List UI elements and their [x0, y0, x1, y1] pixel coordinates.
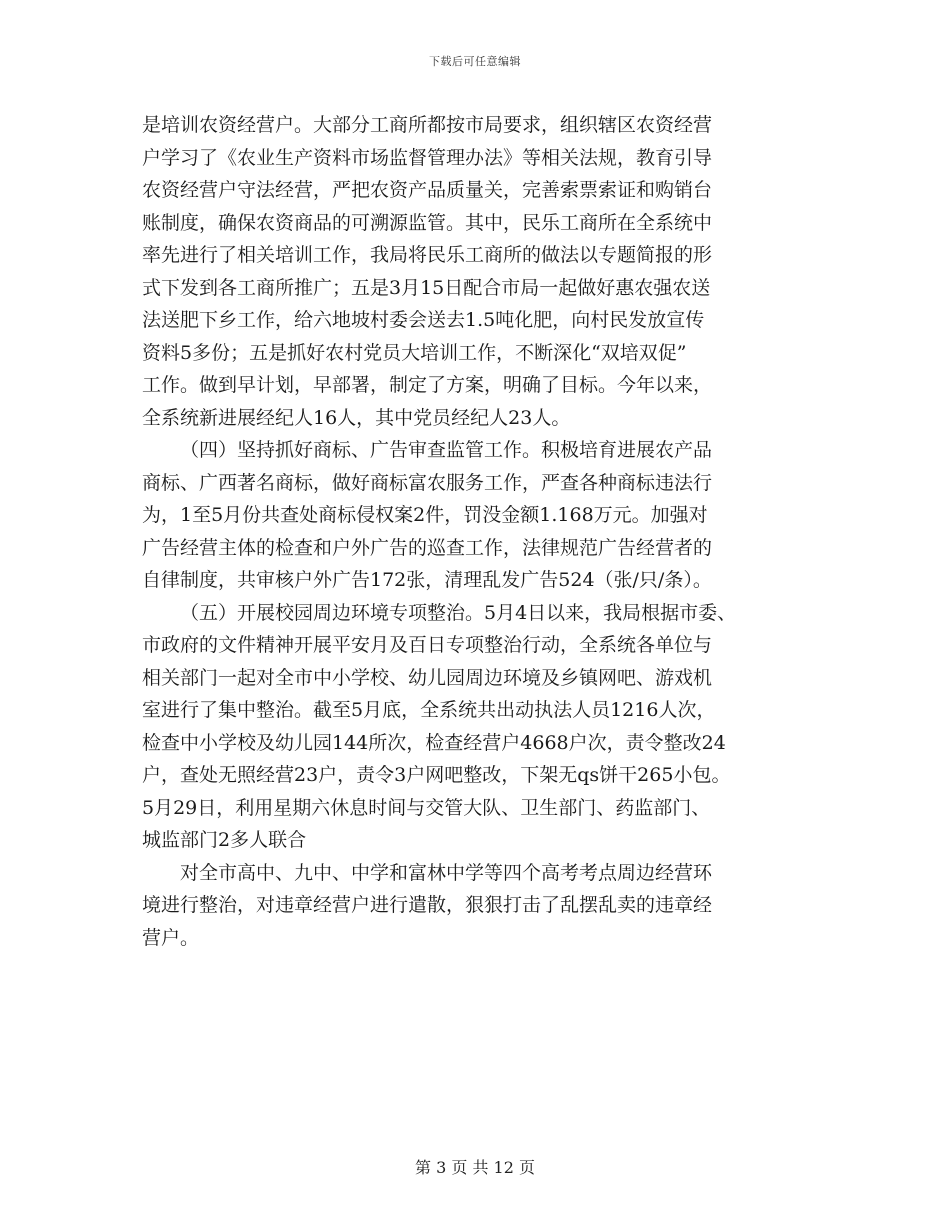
text-line: 户，查处无照经营23户，责令3户网吧整改，下架无qs饼干265小包。: [142, 764, 731, 786]
text-line: 式下发到各工商所推广；五是3月15日配合市局一起做好惠农强农送: [142, 276, 711, 299]
text-line: 相关部门一起对全市中小学校、幼儿园周边环境及乡镇网吧、游戏机: [142, 666, 713, 689]
text-line: 广告经营主体的检查和户外广告的巡查工作，法律规范广告经营者的: [142, 536, 713, 559]
text-line: 室进行了集中整治。截至5月底，全系统共出动执法人员1216人次，: [142, 699, 716, 721]
document-body: [142, 109, 832, 954]
paragraph-heading-four: （四）坚持抓好商标、广告审查监管工作。积极培育进展农产品: [180, 439, 713, 461]
page-number: 第 3 页 共 12 页: [415, 1158, 535, 1177]
text-line: 工作。做到早计划，早部署，制定了方案，明确了目标。今年以来，: [142, 374, 713, 396]
text-line: 5月29日，利用星期六休息时间与交管大队、卫生部门、药监部门、: [142, 796, 711, 819]
text-line: 市政府的文件精神开展平安月及百日专项整治行动，全系统各单位与: [142, 634, 713, 656]
text-line: 商标、广西著名商标，做好商标富农服务工作，严查各种商标违法行: [142, 471, 713, 494]
text-line: 率先进行了相关培训工作，我局将民乐工商所的做法以专题简报的形: [142, 244, 713, 266]
text-line: 营户。: [142, 926, 200, 949]
text-line: 是培训农资经营户。大部分工商所都按市局要求，组织辖区农资经营: [142, 114, 713, 136]
text-line: 检查中小学校及幼儿园144所次，检查经营户4668户次，责令整改24: [142, 731, 726, 754]
page-header-note: 下载后可任意编辑: [429, 55, 521, 68]
text-line: 法送肥下乡工作，给六地坡村委会送去1.5吨化肥，向村民发放宣传: [142, 309, 705, 331]
text-line: 农资经营户守法经营，严把农资产品质量关，完善索票索证和购销台: [142, 179, 713, 201]
text-line: 资料5多份；五是抓好农村党员大培训工作，不断深化“双培双促”: [142, 341, 687, 364]
text-line: 城监部门2多人联合: [142, 829, 307, 851]
text-line: 全系统新进展经纪人16人，其中党员经纪人23人。: [142, 406, 571, 429]
text-line: 账制度，确保农资商品的可溯源监管。其中，民乐工商所在全系统中: [142, 211, 713, 234]
paragraph-heading-five: （五）开展校园周边环境专项整治。5月4日以来，我局根据市委、: [180, 601, 737, 624]
paragraph-start: 对全市高中、九中、中学和富林中学等四个高考考点周边经营环: [180, 861, 713, 884]
text-line: 自律制度，共审核户外广告172张，清理乱发广告524（张/只/条）。: [142, 569, 712, 591]
text-line: 境进行整治，对违章经营户进行遣散，狠狠打击了乱摆乱卖的违章经: [142, 894, 713, 916]
text-line: 户学习了《农业生产资料市场监督管理办法》等相关法规，教育引导: [142, 146, 713, 169]
text-line: 为，1至5月份共查处商标侵权案2件，罚没金额1.168万元。加强对: [142, 504, 708, 526]
